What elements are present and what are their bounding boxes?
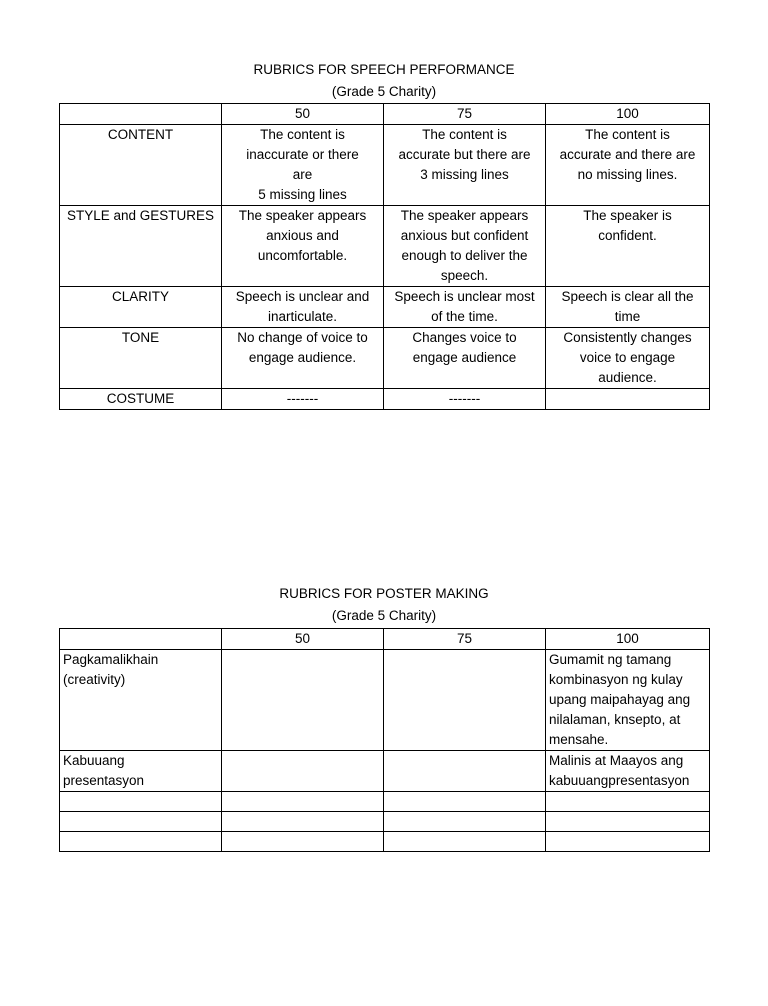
blank-cell — [384, 832, 546, 852]
blank-row — [60, 812, 710, 832]
score-cell-75 — [384, 125, 546, 206]
cell-line: speech. — [440, 268, 489, 283]
cell-line: Kabuuang — [63, 753, 125, 768]
cell-line — [387, 650, 542, 670]
score-cell-75 — [384, 751, 546, 792]
score-cell-100 — [546, 125, 710, 206]
cell-line: voice to engage — [579, 350, 676, 365]
poster-rubric-title: RUBRICS FOR POSTER MAKING — [279, 586, 489, 601]
cell-line — [387, 751, 542, 771]
header-cell-score: 100 — [546, 629, 710, 650]
cell-line — [225, 751, 380, 771]
cell-line: Consistently changes — [563, 330, 692, 345]
score-cell-75 — [384, 389, 546, 410]
cell-line: 3 missing lines — [420, 167, 509, 182]
cell-line: engage audience — [412, 350, 517, 365]
cell-line: no missing lines. — [577, 167, 678, 182]
cell-line: Speech is unclear most — [394, 289, 535, 304]
speech-rubric-title: RUBRICS FOR SPEECH PERFORMANCE — [253, 62, 515, 77]
cell-line: audience. — [598, 370, 657, 385]
score-cell-100 — [546, 206, 710, 287]
cell-line: CLARITY — [111, 289, 169, 304]
score-cell-50 — [222, 206, 384, 287]
cell-line: uncomfortable. — [257, 248, 348, 263]
cell-line: ------- — [286, 391, 319, 406]
rubric-row — [60, 751, 710, 792]
cell-line: Gumamit ng tamang — [549, 652, 672, 667]
criterion-cell — [60, 287, 222, 328]
cell-line: confident. — [598, 228, 657, 243]
cell-line: inaccurate or there — [246, 147, 359, 162]
cell-line: ------- — [448, 391, 481, 406]
cell-line: TONE — [121, 330, 160, 345]
cell-line: engage audience. — [248, 350, 357, 365]
score-cell-50 — [222, 287, 384, 328]
cell-line: The speaker appears — [238, 208, 367, 223]
score-cell-100 — [546, 650, 710, 751]
cell-line: The content is — [422, 127, 507, 142]
cell-line: enough to deliver the — [401, 248, 528, 263]
cell-line: Speech is unclear and — [235, 289, 370, 304]
cell-line: are — [292, 167, 313, 182]
header-cell-empty — [60, 629, 222, 650]
cell-line: accurate and there are — [559, 147, 696, 162]
score-cell-75 — [384, 650, 546, 751]
score-cell-75 — [384, 206, 546, 287]
cell-line: of the time. — [431, 309, 498, 324]
header-row — [60, 104, 710, 125]
score-cell-100 — [546, 751, 710, 792]
blank-cell — [546, 812, 710, 832]
cell-line — [225, 650, 380, 670]
header-cell-empty — [60, 104, 222, 125]
cell-line: CONTENT — [107, 127, 174, 142]
cell-line: inarticulate. — [267, 309, 338, 324]
criterion-cell — [60, 328, 222, 389]
blank-cell — [60, 812, 222, 832]
cell-line: time — [614, 309, 641, 324]
score-cell-50 — [222, 328, 384, 389]
cell-line: COSTUME — [106, 391, 175, 406]
score-cell-75 — [384, 287, 546, 328]
cell-line: The speaker is — [583, 208, 672, 223]
cell-line: accurate but there are — [398, 147, 531, 162]
cell-line: The content is — [260, 127, 345, 142]
cell-line: anxious but confident — [400, 228, 529, 243]
header-cell-score: 100 — [546, 104, 710, 125]
cell-line: anxious and — [266, 228, 339, 243]
speech-rubric-subtitle: (Grade 5 Charity) — [331, 84, 437, 99]
poster-rubric-table — [59, 628, 710, 852]
score-cell-50 — [222, 125, 384, 206]
blank-row — [60, 832, 710, 852]
blank-row — [60, 792, 710, 812]
score-cell-100 — [546, 287, 710, 328]
cell-line: (creativity) — [63, 672, 126, 687]
blank-cell — [384, 792, 546, 812]
rubric-row — [60, 650, 710, 751]
cell-line: The speaker appears — [400, 208, 529, 223]
cell-line: Malinis at Maayos ang — [549, 753, 684, 768]
header-cell-score: 75 — [384, 104, 546, 125]
cell-line — [549, 389, 706, 409]
cell-line: 5 missing lines — [258, 187, 347, 202]
criterion-cell — [60, 650, 222, 751]
rubric-row — [60, 389, 710, 410]
cell-line: Speech is clear all the — [561, 289, 694, 304]
criterion-cell — [60, 751, 222, 792]
rubric-row — [60, 206, 710, 287]
blank-cell — [546, 832, 710, 852]
score-cell-75 — [384, 328, 546, 389]
cell-line: nilalaman, knsepto, at — [549, 712, 681, 727]
rubric-row — [60, 328, 710, 389]
score-cell-50 — [222, 751, 384, 792]
blank-cell — [60, 832, 222, 852]
cell-line: presentasyon — [63, 773, 145, 788]
blank-cell — [384, 812, 546, 832]
cell-line: mensahe. — [549, 732, 609, 747]
blank-cell — [60, 792, 222, 812]
header-cell-score: 50 — [222, 104, 384, 125]
blank-cell — [222, 792, 384, 812]
cell-line: No change of voice to — [237, 330, 368, 345]
criterion-cell — [60, 389, 222, 410]
header-cell-score: 75 — [384, 629, 546, 650]
blank-cell — [222, 832, 384, 852]
cell-line: The content is — [585, 127, 670, 142]
header-cell-score: 50 — [222, 629, 384, 650]
score-cell-50 — [222, 389, 384, 410]
cell-line: STYLE and GESTURES — [66, 208, 215, 223]
cell-line: Pagkamalikhain — [63, 652, 159, 667]
cell-line: upang maipahayag ang — [549, 692, 691, 707]
rubric-row — [60, 125, 710, 206]
poster-rubric-subtitle: (Grade 5 Charity) — [331, 608, 437, 623]
cell-line: kombinasyon ng kulay — [549, 672, 683, 687]
header-row — [60, 629, 710, 650]
score-cell-100 — [546, 389, 710, 410]
speech-rubric-table — [59, 103, 710, 410]
cell-line: kabuuangpresentasyon — [549, 773, 690, 788]
cell-line: Changes voice to — [412, 330, 517, 345]
rubric-row — [60, 287, 710, 328]
score-cell-50 — [222, 650, 384, 751]
blank-cell — [546, 792, 710, 812]
blank-cell — [222, 812, 384, 832]
criterion-cell — [60, 125, 222, 206]
criterion-cell — [60, 206, 222, 287]
score-cell-100 — [546, 328, 710, 389]
